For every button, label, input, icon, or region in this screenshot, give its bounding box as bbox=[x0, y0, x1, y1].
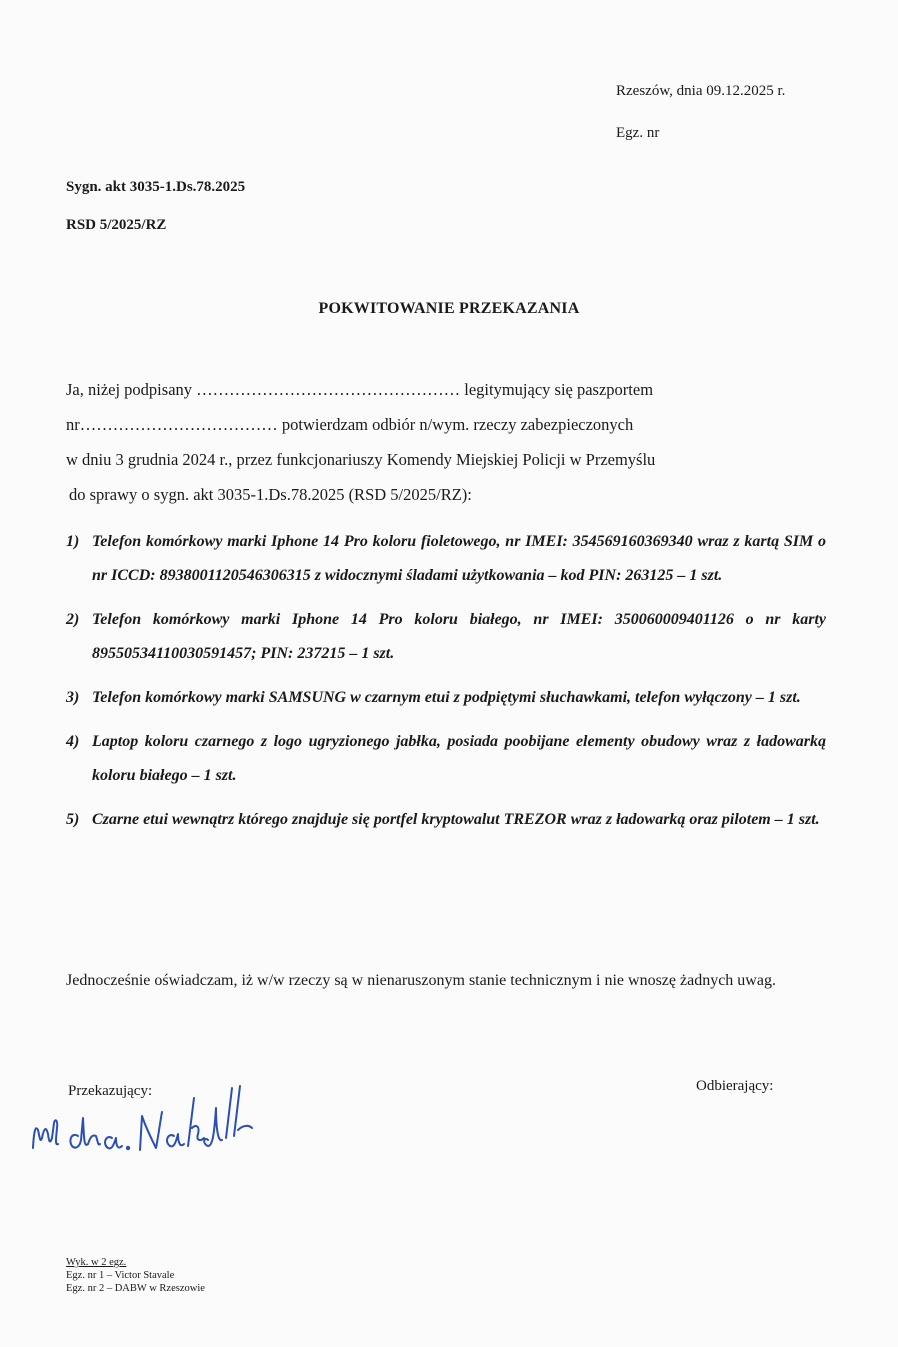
item-number: 4) bbox=[66, 733, 80, 750]
item-text: Laptop koloru czarnego z logo ugryzionego jabłka, posiada poobijane elementy obudowy wraz z ładowarką koloru białego – 1 szt. bbox=[92, 733, 826, 784]
list-item bbox=[66, 525, 826, 593]
header-place-date-block bbox=[616, 70, 785, 154]
case-reference bbox=[66, 168, 245, 244]
copy-number: Egz. nr bbox=[616, 125, 660, 141]
receiving-label: Odbierający: bbox=[696, 1078, 774, 1094]
item-text: Telefon komórkowy marki SAMSUNG w czarnym etui z podpiętymi słuchawkami, telefon wyłączony – 1 szt. bbox=[92, 689, 801, 706]
item-number: 2) bbox=[66, 611, 80, 628]
item-number: 1) bbox=[66, 533, 80, 550]
list-item bbox=[66, 725, 826, 793]
item-text: Telefon komórkowy marki Iphone 14 Pro koloru fioletowego, nr IMEI: 354569160369340 wraz z kartą SIM o nr ICCD: 8938001120546306315 z widocznymi śladami użytkowania – kod PIN: 263125 – 1 szt. bbox=[92, 533, 826, 584]
closing-statement: Jednocześnie oświadczam, iż w/w rzeczy są w nienaruszonym stanie technicznym i nie wnoszę żadnych uwag. bbox=[66, 972, 776, 989]
handing-over-label: Przekazujący: bbox=[68, 1083, 153, 1099]
intro-paragraph bbox=[66, 372, 826, 512]
rsd-number: RSD 5/2025/RZ bbox=[66, 217, 167, 233]
document-title: POKWITOWANIE PRZEKAZANIA bbox=[318, 300, 580, 317]
list-item bbox=[66, 603, 826, 671]
handwritten-signature bbox=[28, 1068, 268, 1158]
place-date: Rzeszów, dnia 09.12.2025 r. bbox=[616, 83, 786, 99]
item-text: Czarne etui wewnątrz którego znajduje się portfel kryptowalut TREZOR wraz z ładowarką oraz pilotem – 1 szt. bbox=[92, 811, 820, 828]
case-signature: Sygn. akt 3035-1.Ds.78.2025 bbox=[66, 179, 246, 195]
footer-distribution bbox=[66, 1256, 205, 1295]
item-text: Telefon komórkowy marki Iphone 14 Pro koloru białego, nr IMEI: 350060009401126 o nr karty 8955053411003059145​7; PIN: 237215 – 1 szt. bbox=[92, 611, 826, 662]
copy-2-recipient: Egz. nr 2 – DABW w Rzeszowie bbox=[66, 1283, 205, 1294]
intro-line: do sprawy o sygn. akt 3035-1.Ds.78.2025 (RSD 5/2025/RZ): bbox=[69, 485, 472, 504]
copies-note: Wyk. w 2 egz. bbox=[66, 1257, 127, 1268]
intro-line: nr……………………………… potwierdzam odbiór n/wym. rzeczy zabezpieczonych bbox=[66, 415, 634, 434]
intro-line: Ja, niżej podpisany ………………………………………… legitymujący się paszportem bbox=[66, 380, 654, 399]
list-item bbox=[66, 681, 826, 715]
intro-line: w dniu 3 grudnia 2024 r., przez funkcjonariuszy Komendy Miejskiej Policji w Przemyślu bbox=[66, 450, 656, 469]
list-item bbox=[66, 803, 826, 837]
item-number: 5) bbox=[66, 811, 80, 828]
items-list bbox=[66, 525, 826, 847]
item-number: 3) bbox=[66, 689, 80, 706]
copy-1-recipient: Egz. nr 1 – Victor Stavale bbox=[66, 1270, 175, 1281]
